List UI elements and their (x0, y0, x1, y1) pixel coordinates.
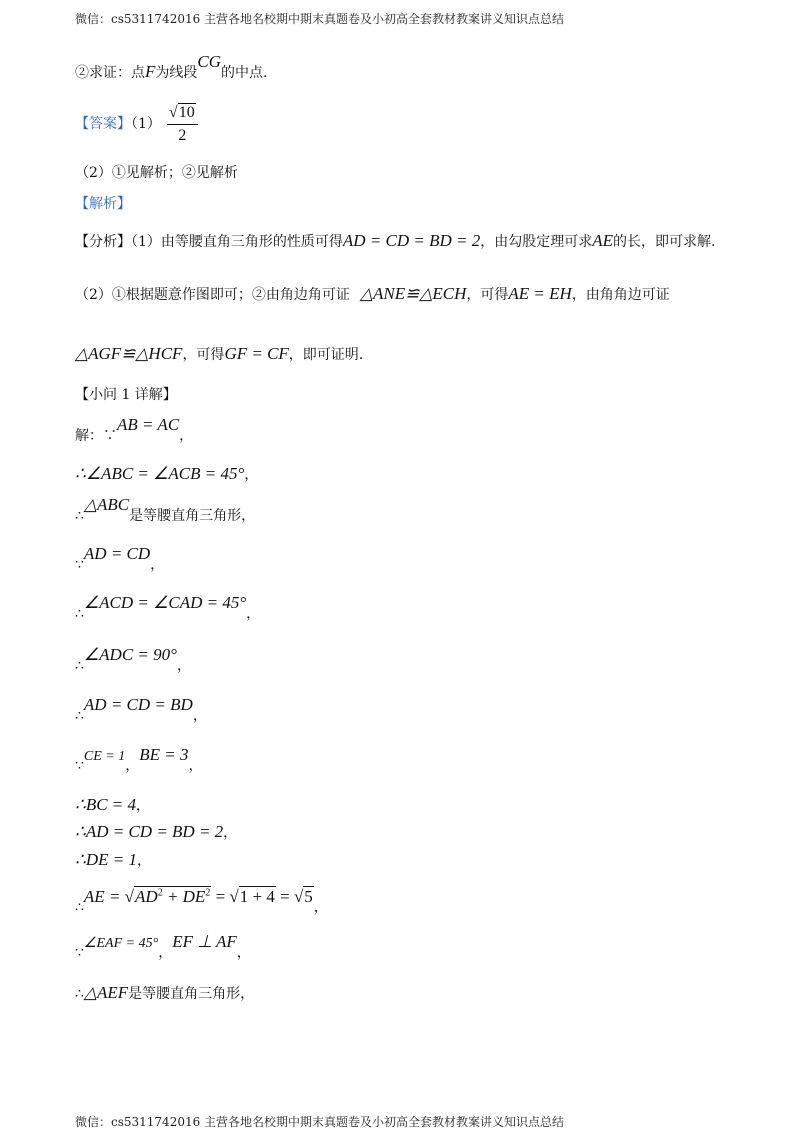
step3-therefore: ∴ (75, 508, 84, 524)
analysis-tag: 【解析】 (75, 196, 131, 212)
step12-therefore: ∴ (75, 899, 84, 916)
solution-step-6 (75, 645, 191, 676)
step1-comma: ， (179, 428, 194, 444)
answer-part2: （2）①见解析；②见解析 (75, 165, 238, 181)
step13-because: ∵ (75, 945, 84, 961)
analysis-end: 的长，即可求解. (613, 234, 716, 250)
step7-eq: AD = CD = BD (83, 695, 193, 714)
solution-step-8 (75, 745, 203, 777)
step13-comma2: ， (236, 945, 251, 961)
solution-step-7 (75, 695, 207, 726)
solution-step-13 (75, 932, 251, 964)
q-mid: 为线段 (155, 65, 198, 81)
step3-triangle: △ABC (83, 495, 130, 514)
q-point-f: F (145, 62, 156, 81)
step4-because: ∵ (75, 557, 84, 573)
page-footer: 微信：cs5311742016 主营各地名校期中期末真题卷及小初高全套教材教案讲义知识点总结 (75, 1115, 565, 1129)
step9-comma: ， (136, 798, 151, 814)
solution-step-3 (75, 495, 256, 526)
sqrt-symbol-3: √ (293, 886, 304, 906)
q-prefix: ②求证：点 (75, 65, 145, 81)
radical-1 (134, 886, 211, 906)
analysis-2b: ，可得 (466, 287, 509, 303)
analysis-3b: ，即可证明. (288, 347, 364, 363)
step8-eq2: BE = 3 (139, 745, 189, 764)
step6-therefore: ∴ (75, 658, 84, 674)
solution-step-14 (75, 983, 254, 1004)
radical-2: 1 + 4 (239, 886, 275, 906)
q-segment-cg: CG (197, 52, 222, 71)
analysis-line-1 (75, 231, 716, 252)
solution-step-4 (75, 544, 165, 575)
equation-gf-cf: GF = CF (224, 344, 289, 363)
congruence-2: △AGF≌△HCF (75, 344, 183, 363)
step4-comma: ， (150, 557, 165, 573)
answer-fraction (167, 104, 198, 145)
step8-comma1: ， (125, 758, 140, 774)
step5-eq: ∠ACD = ∠CAD = 45° (83, 593, 247, 612)
step8-eq1: CE = 1 (83, 749, 126, 764)
step11-comma: ， (136, 853, 151, 869)
equation-ae-eh: AE = EH (508, 284, 572, 303)
step9-eq: ∴BC = 4 (75, 795, 137, 814)
solution-step-2 (75, 464, 258, 485)
step12-equation (83, 886, 314, 906)
analysis-3a: ，可得 (182, 347, 225, 363)
step6-comma: ， (176, 658, 191, 674)
step12-ae: AE = (83, 886, 125, 906)
analysis-ae: AE (592, 231, 614, 250)
solution-step-5 (75, 593, 261, 624)
radical-1-a: AD (135, 886, 158, 906)
step2-comma: ， (244, 467, 259, 483)
exp-1: 2 (157, 887, 163, 898)
step6-eq: ∠ADC = 90° (83, 645, 177, 664)
step1-eq: AB = AC (117, 415, 180, 434)
step4-eq: AD = CD (83, 544, 151, 563)
fraction-denominator: 2 (178, 126, 187, 144)
step2-eq: ∴∠ABC = ∠ACB = 45° (75, 464, 245, 483)
fraction-numerator (167, 104, 198, 125)
step10-eq: ∴AD = CD = BD = 2 (75, 822, 224, 841)
sqrt-symbol-1: √ (124, 886, 135, 906)
equals-2: = (275, 886, 294, 906)
q-suffix: 的中点. (221, 65, 268, 81)
step5-therefore: ∴ (75, 606, 84, 622)
solution-step-12 (75, 886, 328, 918)
congruence-1: △ANE≌△ECH (359, 284, 467, 303)
step14-therefore: ∴ (75, 986, 84, 1002)
step5-comma: ， (246, 606, 261, 622)
analysis-label: 【分析】（1）由等腰直角三角形的性质可得 (75, 234, 343, 250)
answer-part1: （1） (131, 116, 161, 132)
answer-line (75, 102, 198, 146)
step12-comma: ， (313, 899, 328, 916)
sqrt-symbol-2: √ (229, 886, 239, 906)
step3-text: 是等腰直角三角形， (129, 508, 256, 524)
step8-because: ∵ (75, 758, 84, 774)
equals-1: = (211, 886, 230, 906)
analysis-2a: （2）①根据题意作图即可；②由角边角可证 (75, 287, 350, 303)
radicand: 10 (178, 103, 195, 121)
analysis-line-2 (75, 284, 670, 305)
step7-comma: ， (192, 708, 207, 724)
answer-tag: 【答案】 (75, 116, 131, 132)
analysis-equation: AD = CD = BD = 2 (342, 231, 481, 250)
subquestion-1-heading: 【小问 1 详解】 (75, 387, 177, 403)
step8-comma2: ， (188, 758, 203, 774)
step7-therefore: ∴ (75, 708, 84, 724)
question-line (75, 52, 268, 83)
step14-text: 是等腰直角三角形， (128, 986, 255, 1002)
page-header: 微信：cs5311742016 主营各地名校期中期末真题卷及小初高全套教材教案讲义知识点总结 (75, 12, 565, 26)
solution-step-10 (75, 822, 237, 843)
sqrt-symbol: √ (168, 103, 178, 121)
radical-1-plus: + DE (162, 886, 206, 906)
exp-2: 2 (205, 887, 211, 898)
step1-prefix: 解：∵ (75, 428, 117, 444)
step13-comma1: ， (158, 945, 173, 961)
analysis-2c: ，由角角边可证 (571, 287, 670, 303)
step10-comma: ， (223, 825, 238, 841)
solution-step-1 (75, 415, 194, 446)
analysis-mid: ，由勾股定理可求 (480, 234, 593, 250)
step14-triangle: △AEF (83, 983, 129, 1002)
solution-step-9 (75, 795, 150, 816)
step13-eq2: EF ⊥ AF (172, 932, 237, 951)
solution-step-11 (75, 850, 151, 871)
step11-eq: ∴DE = 1 (75, 850, 137, 869)
step13-eq1: ∠EAF = 45° (83, 936, 159, 951)
radical-3: 5 (304, 886, 313, 906)
analysis-line-3 (75, 344, 363, 365)
